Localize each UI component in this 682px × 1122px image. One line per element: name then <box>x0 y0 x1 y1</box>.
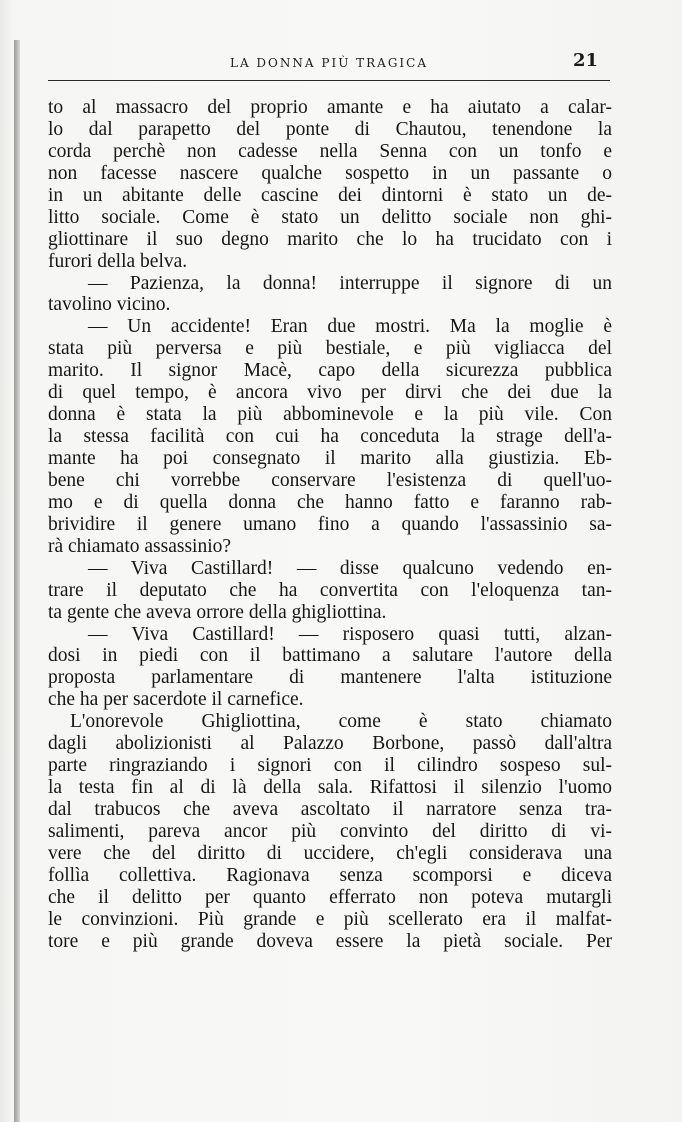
text-line: dosi in piedi con il battimano a salutare l'autore della <box>48 645 612 667</box>
text-line: gliottinare il suo degno marito che lo ha trucidato con i <box>48 228 612 250</box>
text-line: trare il deputato che ha convertita con l'eloquenza tan- <box>48 579 612 601</box>
text-line: vere che del diritto di uccidere, ch'egli considerava una <box>48 842 612 864</box>
text-line: di quel tempo, è ancora vivo per dirvi che dei due la <box>48 382 612 404</box>
text-line: tore e più grande doveva essere la pietà sociale. Per <box>48 930 612 952</box>
text-line: la testa fin al di là della sala. Rifattosi il silenzio l'uomo <box>48 777 612 799</box>
body-text <box>48 97 612 953</box>
text-line: non facesse nascere qualche sospetto in un passante o <box>48 162 612 184</box>
text-line: salimenti, pareva ancor più convinto del diritto di vi- <box>48 820 612 842</box>
page-header <box>48 50 610 81</box>
text-line: mante ha poi consegnato il marito alla giustizia. Eb- <box>48 448 612 469</box>
text-line: proposta parlamentare di mantenere l'alta istituzione <box>48 667 612 689</box>
text-line: L'onorevole Ghigliottina, come è stato chiamato <box>70 711 612 733</box>
text-line: che il delitto per quanto efferrato non poteva mutargli <box>48 886 612 908</box>
text-line: — Viva Castillard! — risposero quasi tutti, alzan- <box>88 623 612 645</box>
text-line: lo dal parapetto del ponte di Chautou, tenendone la <box>48 118 612 140</box>
text-line: brividire il genere umano fino a quando l'assassinio sa- <box>48 513 612 535</box>
text-line: donna è stata la più abbominevole e la più vile. Con <box>48 404 612 426</box>
text-line: to al massacro del proprio amante e ha aiutato a calar- <box>48 97 612 118</box>
text-line: la stessa facilità con cui ha conceduta la strage dell'a- <box>48 426 612 448</box>
text-line: tavolino vicino. <box>48 294 171 316</box>
text-line: — Viva Castillard! — disse qualcuno vedendo en- <box>88 557 612 579</box>
running-title: LA DONNA PIÙ TRAGICA <box>229 56 428 70</box>
text-line: follìa collettiva. Ragionava senza scomporsi e diceva <box>48 864 612 886</box>
text-line: parte ringraziando i signori con il cilindro sospeso sul- <box>48 755 612 777</box>
text-line: dagli abolizionisti al Palazzo Borbone, passò dall'altra <box>48 733 612 755</box>
page-number: 21 <box>572 50 598 71</box>
text-line: rà chiamato assassinio? <box>48 535 232 557</box>
text-line: corda perchè non cadesse nella Senna con un tonfo e <box>48 140 612 162</box>
text-line: dal trabucos che aveva ascoltato il narratore senza tra- <box>48 799 612 820</box>
text-line: — Pazienza, la donna! interruppe il signore di un <box>88 272 612 294</box>
text-line: furori della belva. <box>48 250 188 272</box>
text-line: mo e di quella donna che hanno fatto e faranno rab- <box>48 491 612 513</box>
text-line: che ha per sacerdote il carnefice. <box>48 689 304 711</box>
text-line: litto sociale. Come è stato un delitto sociale non ghi- <box>48 206 612 228</box>
text-line: ta gente che aveva orrore della ghigliottina. <box>48 601 387 623</box>
text-line: le convinzioni. Più grande e più scellerato era il malfat- <box>48 908 612 930</box>
text-line: in un abitante delle cascine dei dintorni è stato un de- <box>48 184 612 206</box>
text-line: — Un accidente! Eran due mostri. Ma la moglie è <box>88 316 612 338</box>
text-line: stata più perversa e più bestiale, e più vigliacca del <box>48 338 612 360</box>
text-line: marito. Il signor Macè, capo della sicurezza pubblica <box>48 360 612 382</box>
book-spine-shadow <box>14 40 20 1122</box>
text-line: bene chi vorrebbe conservare l'esistenza di quell'uo- <box>48 469 612 491</box>
